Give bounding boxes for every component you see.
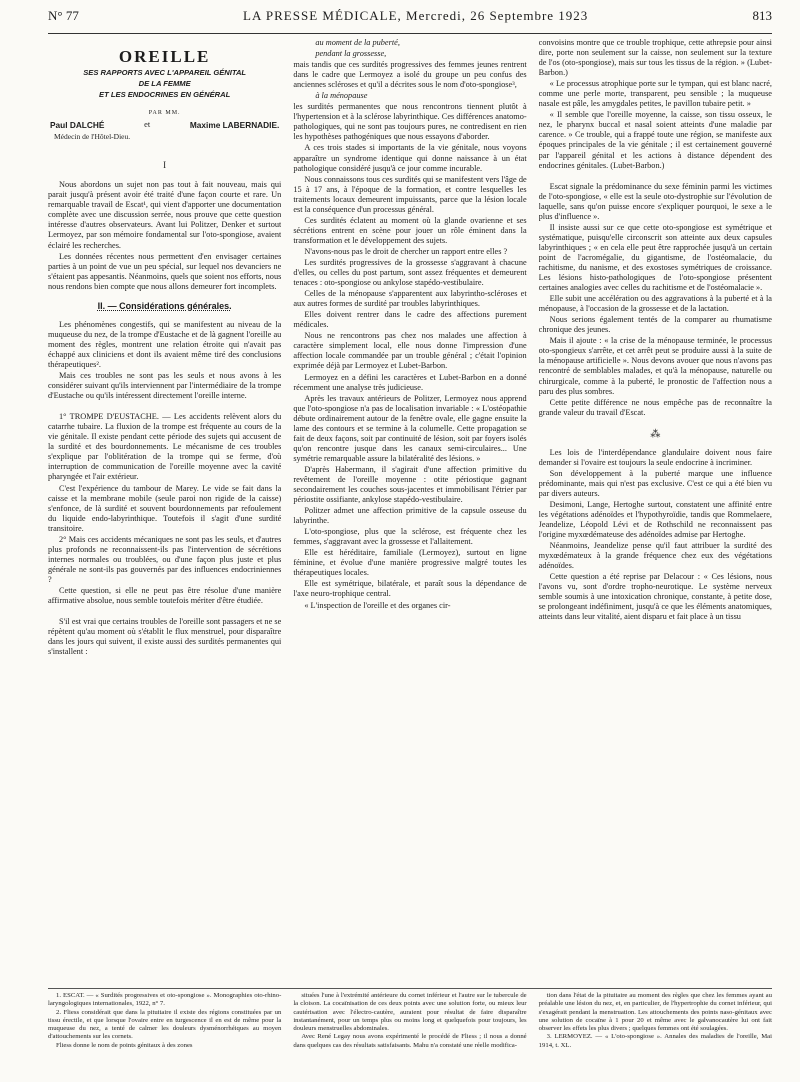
byline-par: PAR MM.	[148, 110, 181, 117]
paragraph: Nous abordons un sujet non pas tout à fait nouveau, mais qui parait jusqu'à présent avoir été traité d'une façon courte et rare. Un remarquable travail de Escat¹, qui vient d'apporter une documentation complète avec une discussion serrée, nous prouve que cette question intéresse d'autres observateurs. Avant lui Politzer, Denker et surtout Lermoyez, par son mémoire fondamental sur l'oto-spongiose, avaient éclairé les recherches.	[48, 180, 282, 250]
paragraph: Cette question, si elle ne peut pas être résolue d'une manière affirmative absolue, nous semble toutefois mériter d'être étudiée.	[48, 585, 282, 606]
author-dalche: Paul DALCHÉ	[50, 120, 105, 131]
paragraph: Lermoyez en a défini les caractères et Lubet-Barbon en a donné récemment une analyse très judicieuse.	[293, 372, 527, 392]
paragraph: Cette question a été reprise par Delacour : « Ces lésions, nous l'avons vu, sont d'ordre tropho-neurotique. Le système nerveux semble soumis à une intoxication chronique, constante, à petite dose, se prolongeant indéfiniment, jusqu'à ce que les éléments anatomiques, atteints dans leur vitalité, aient disparu et fait place à un tissu	[538, 572, 772, 622]
article-subtitle-3: ET LES ENDOCRINES EN GÉNÉRAL	[99, 90, 231, 100]
paragraph: « Il semble que l'oreille moyenne, la caisse, son tissu osseux, le nez, le pharynx buccal et nasal soient atteints d'une maladie par carence. » Ce trouble, qui a frappé toute une région, se manifeste aux époques principales de la vie génitale ; il est certainement gouverné par l'appareil génital et les actions à distance dépendent des endocrines génitales. (Lubet-Barbon.)	[538, 110, 772, 170]
paragraph: Mais ces troubles ne sont pas les seuls et nous avons à les considérer suivant qu'ils interviennent par l'intermédiaire de la trompe d'Eustache ou qu'ils intéressent directement l'oreille interne.	[48, 371, 282, 401]
paragraph: Elle est héréditaire, familiale (Lermoyez), surtout en ligne féminine, et évolue d'une manière progressive malgré toutes les thérapeutiques locales.	[293, 548, 527, 578]
paragraph: « L'inspection de l'oreille et des organes cir-	[304, 600, 451, 610]
list-item: au moment de la puberté,	[315, 38, 400, 47]
paragraph: convoisins montre que ce trouble trophique, cette athrepsie pour ainsi dire, porte non seulement sur la caisse, non seulement sur la texture de l'os (oto-spongiose), mais sur tous les tissus de la région. » (Lubet-Barbon.)	[538, 38, 772, 78]
paragraph: Nous serions également tentés de la comparer au rhumatisme chronique des jeunes.	[538, 315, 772, 335]
issue-number: N° 77	[48, 8, 79, 23]
paragraph: S'il est vrai que certains troubles de l'oreille sont passagers et ne se répètent qu'au moment où s'établit le flux menstruel, pour disparaître dans les jours qui suivent, il existe aussi des surdités permanentes qui s'installent :	[48, 617, 282, 657]
paragraph: Elle est symétrique, bilatérale, et paraît sous la dépendance de l'axe neuro-trophique central.	[293, 579, 527, 599]
page-number: 813	[752, 8, 772, 23]
paragraph: Nous connaissons tous ces surdités qui se manifestent vers l'âge de 15 à 17 ans, à l'époque de la formation, et contre lesquelles les traitements locaux demeurent impuissants, parce que la lésion locale est la conséquence d'un processus général.	[293, 174, 527, 214]
footnote: 3. LERMOYEZ. — « L'oto-spongiose ». Annales des maladies de l'oreille, Mai 1914, t. XL.	[538, 1033, 772, 1049]
paragraph: « Le processus atrophique porte sur le tympan, qui est blanc nacré, comme une perle morte, transparent, peu sensible ; la muqueuse nasale est pâle, les amygdales petites, le pavillon tubaire petit. »	[538, 79, 772, 109]
paragraph: Il insiste aussi sur ce que cette oto-spongiose est symétrique et systématique, puisqu'elle circonscrit son atteinte aux deux capsules labyrinthiques ; « en cela elle peut être rapprochée jusqu'à un certain point de l'acromégalie, du gigantisme, de l'ostéomalacie, du rachitisme, du nanisme, et des exostoses symétriques de croissance. Les lésions histo-pathologiques de l'oto-spongiose présentent certaines analogies avec celles du rachitisme et de l'ostéomalacie ».	[538, 222, 772, 293]
author-conjunction: et	[144, 120, 151, 130]
journal-title: LA PRESSE MÉDICALE, Mercredi, 26 Septembre 1923	[243, 8, 589, 23]
paragraph: Néanmoins, Jeandelize pense qu'il faut attribuer la surdité des myxœdémateux à la grande fréquence chez eux des végétations adénoïdes.	[538, 541, 772, 571]
authors	[48, 120, 281, 130]
paragraph: Les données récentes nous permettent d'en envisager certaines parties à un point de vue un peu spécial, sur lequel nos devanciers ne s'étaient pas appesantis. Néanmoins, quels que soient nos efforts, nous nous rendons bien compte que nous allons demeurer fort incomplets.	[48, 251, 282, 291]
article-subtitle-1: SES RAPPORTS AVEC L'APPAREIL GÉNITAL	[83, 68, 247, 78]
paragraph: Desimoni, Lange, Hertoghe surtout, constatent une affinité entre les végétations adénoïdes et l'hypothyroïdie, tandis que Rommelaere, Jeandelize, Léopold Lévi et de Rothschild ne reconnaissent pas l'origine myxœdémateuse des adénoïdes admise par Hertoghe.	[538, 499, 772, 540]
paragraph: Les lois de l'interdépendance glandulaire doivent nous faire demander si l'ovaire est toujours la seule endocrine à incriminer.	[538, 447, 772, 467]
paragraph: 2° Mais ces accidents mécaniques ne sont pas les seuls, et d'autres plus profonds ne reconnaissent-ils pas l'intervention de sécrétions internes normales ou troublées, ou d'une façon plus juste et plus générale ne sont-ils pas gouvernés par des influences endocriniennes ?	[48, 534, 282, 584]
column-3	[539, 38, 772, 988]
article-title: OREILLE	[118, 47, 211, 66]
paragraph: mais tandis que ces surdités progressives des femmes jeunes rentrent dans le cadre que Lermoyez a isolé du groupe un peu confus des anciennes scléroses et qu'il a décrites sous le nom d'oto-spongiose³,	[293, 60, 527, 90]
article-subtitle-2: DE LA FEMME	[138, 79, 191, 89]
paragraph: Les phénomènes congestifs, qui se manifestent au niveau de la muqueuse du nez, de la trompe d'Eustache et de là gagnent l'oreille au moment des règles, montrent une relation étroite qui n'avait pas échappé aux cliniciens et dont ils avaient même tiré des conclusions thérapeutiques².	[48, 319, 282, 369]
footnote: Avec René Legay nous avons expérimenté le procédé de Fliess ; il nous a donné dans quelques cas des résultats satisfaisants. Mahu n'a constaté une réelle modifica-	[293, 1033, 527, 1049]
column-1	[48, 38, 281, 988]
section-heading-text: II. — Considérations générales.	[97, 300, 232, 311]
footnote-column-3	[539, 992, 772, 1050]
paragraph: D'après Habermann, il s'agirait d'une affection primitive du revêtement de l'oreille moyenne : otite périostique gagnant secondairement les couches sous-jacentes et immobilisant l'étrier par périostite ossifiante, ankylose stapédo-vestibulaire.	[293, 464, 527, 505]
author-labernadie: Maxime LABERNADIE.	[189, 120, 280, 131]
footnote: tion dans l'état de la pituitaire au moment des règles que chez les femmes ayant au préalable une lésion du nez, et, en particulier, de l'hypertrophie du cornet inférieur, qui s'exagérait pendant la menstruation. Les attouchements des points naso-génitaux avec une solution de cocaïne à 1 pour 20 et même avec le galvanocautère lui ont fait observer les effets les plus divers ; quelques femmes ont été soulagées.	[538, 992, 772, 1033]
paragraph: Celles de la ménopause s'apparentent aux labyrintho-scléroses et aux autres formes de surdité par troubles labyrinthiques.	[293, 289, 527, 309]
list-item: à la ménopause	[315, 91, 368, 101]
asterism-divider: ⁂	[650, 428, 661, 440]
footnote: Fliess donne le nom de points génitaux à des zones	[56, 1041, 193, 1049]
paragraph: les surdités permanentes que nous rencontrons tiennent plutôt à l'hypertension et à la sclérose labyrinthique. Ces différences anatomo-pathologiques, qui ne sont pas toujours pures, ne contredisent en rien les hypothèses pathogéniques que nous essayons d'aborder.	[293, 102, 527, 142]
paragraph: 1° TROMPE D'EUSTACHE. — Les accidents relèvent alors du catarrhe tubaire. La fluxion de la trompe est fréquente au cours de la vie génitale. Il existe pendant cette période des sujets qui accusent de la surdité et des bourdonnements. Le mécanisme de ces troubles s'explique par l'oblitération de la trompe qui se ferme, d'où interruption de communication de l'oreille moyenne avec la cavité pharyngée et l'air extérieur.	[48, 412, 282, 482]
paragraph: Après les travaux antérieurs de Politzer, Lermoyez nous apprend que l'oto-spongiose n'a pas de localisation invariable : « L'ostéopathie débute ordinairement autour de la fenêtre ovale, elle gagne ensuite la lame des contours et se termine à la columelle. Cette propagation se fait de deux façons, soit par continuité de lésion, soit par foyers isolés qu'on rencontre jusque dans les canaux semi-circulaires... Une symétrie remarquable assure la bilatéralité des lésions. »	[293, 393, 527, 463]
paragraph: Elle subit une accélération ou des aggravations à la puberté et à la ménopause, à l'occasion de la grossesse et de la lactation.	[538, 294, 772, 314]
paragraph: N'avons-nous pas le droit de chercher un rapport entre elles ?	[304, 246, 508, 256]
author-affiliation: Médecin de l'Hôtel-Dieu.	[54, 132, 131, 142]
footnote-column-2	[293, 992, 526, 1050]
footnotes	[48, 988, 772, 1050]
masthead	[48, 0, 772, 34]
paragraph: A ces trois stades si importants de la vie génitale, nous voyons apparaître un syndrome identique qui donne naissance à un état pathologique considéré jusqu'à ce jour comme incurable.	[293, 143, 527, 173]
paragraph: Ces surdités éclatent au moment où la glande ovarienne et ses sécrétions entrent en scène pour jouer un rôle éminent dans la transformation et le développement des sujets.	[293, 215, 527, 245]
footnote: situées l'une à l'extrémité antérieure du cornet inférieur et l'autre sur le tubercule de la cloison. La cocaïnisation de ces deux points avec une solution forte, ou mieux leur cautérisation avec l'électro-cautère, auraient pour résultat de faire disparaître instantanément, pour un temps plus ou moins long et quelquefois pour toujours, les douleurs menstruelles abdominales.	[293, 992, 527, 1033]
footnote: 2. Fliess considérait que dans la pituitaire il existe des régions constituées par un tissu érectile, et que lorsque l'ovaire entre en turgescence il en est de même pour la muqueuse du nez, a tenté de calmer les douleurs dysménorrhéiques au moyen d'attouchements sur les cornets.	[48, 1008, 282, 1041]
paragraph: Cette petite différence ne nous empêche pas de reconnaître la grande valeur du travail d'Escat.	[538, 397, 772, 417]
paragraph: L'oto-spongiose, plus que la sclérose, est fréquente chez les femmes, s'aggravant avec la grossesse et l'allaitement.	[293, 527, 527, 547]
paragraph: Escat signale la prédominance du sexe féminin parmi les victimes de l'oto-spongiose, « elle est la seule oto-dystrophie sur l'évolution de laquelle, sans qu'on puisse encore s'expliquer pourquoi, le sexe a le plus d'influence ».	[538, 181, 772, 221]
article-columns	[48, 38, 772, 988]
paragraph: C'est l'expérience du tambour de Marey. Le vide se fait dans la caisse et la membrane mobile (seule paroi non rigide de la caisse) s'enfonce, de là surdité et souvent bourdonnements par refoulement du liquide endo-labyrinthique. Toutefois il s'agit d'une surdité transitoire.	[48, 483, 282, 533]
section-heading-ii	[48, 301, 281, 311]
paragraph: Elles doivent rentrer dans le cadre des affections purement médicales.	[293, 310, 527, 330]
footnote-column-1	[48, 992, 281, 1050]
paragraph: Nous ne rencontrons pas chez nos malades une affection à caractère simplement local, elle nous donne l'impression d'une affection locale commandée par un trouble général ; c'était l'opinion exprimée déjà par Lermoyez et Lubet-Barbon.	[293, 331, 527, 371]
column-2	[293, 38, 526, 988]
paragraph: Son développement à la puberté marque une influence prédominante, mais qui n'est pas exclusive. C'est ce qui a été bien vu par divers auteurs.	[538, 468, 772, 498]
section-numeral-i: I	[163, 160, 167, 171]
paragraph: Politzer admet une affection primitive de la capsule osseuse du labyrinthe.	[293, 506, 527, 526]
paragraph: Les surdités progressives de la grossesse s'aggravant à chacune d'elles, ou celles du post partum, sont assez fréquentes et demeurent tenaces : oto-spongiose ou ankylose stapédo-vestibulaire.	[293, 257, 527, 288]
paragraph: Mais il ajoute : « la crise de la ménopause terminée, le processus oto-spongieux s'arrête, et cet arrêt peut se produire aussi à la suite de la ménopause artificielle ». Nous devons avouer que nous n'avons pas rencontré de semblables malades, et qu'à la ménopause, naturelle ou chirurgicale, comme à la puberté, le pronostic de l'affection nous a paru des plus sombres.	[538, 336, 772, 396]
footnote: 1. ESCAT. — « Surdités progressives et oto-spongiose ». Monographies oto-rhino-laryngologiques internationales, 1922, n° 7.	[48, 992, 282, 1008]
list-item: pendant la grossesse,	[315, 49, 387, 59]
